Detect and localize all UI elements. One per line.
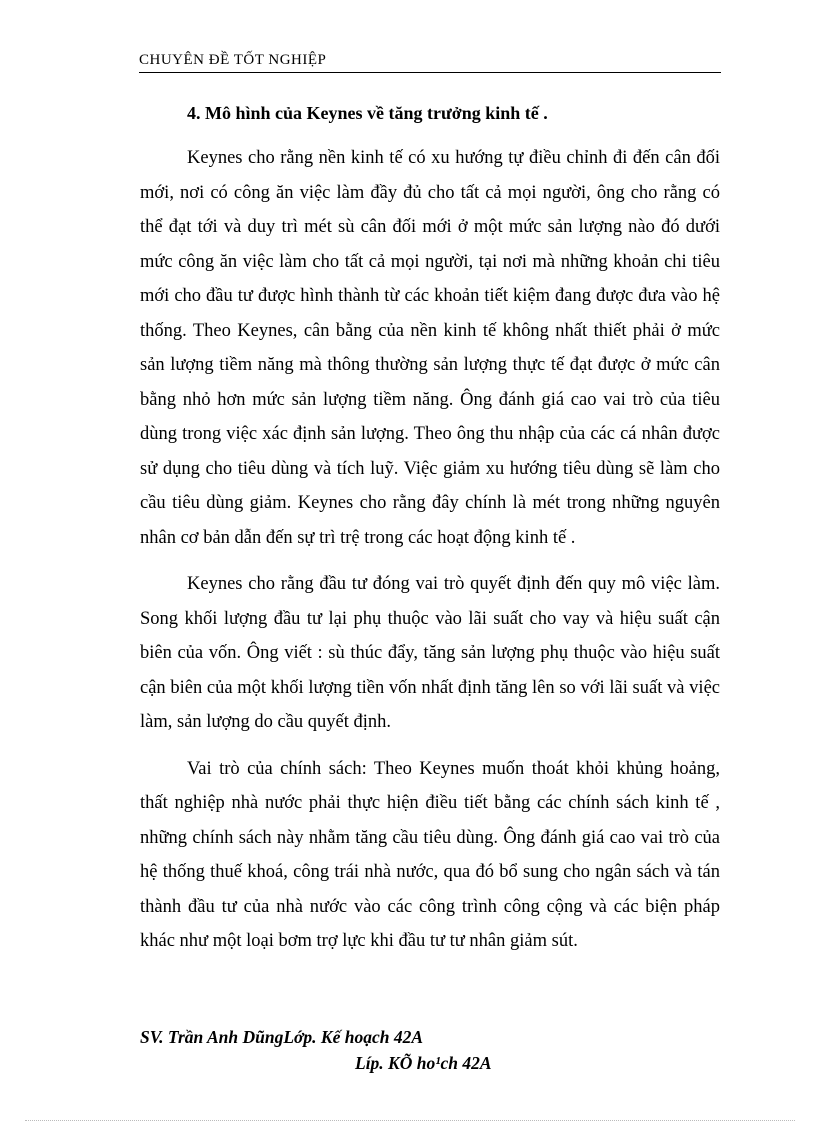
page-header: CHUYÊN ĐỀ TỐT NGHIỆP: [139, 52, 721, 73]
section-heading: 4. Mô hình của Keynes về tăng trưởng kinh tế .: [187, 103, 548, 123]
footer-class-line: Líp. KÕ ho¹ch 42A: [355, 1053, 492, 1073]
page-bottom-divider: [25, 1120, 795, 1121]
footer-student-line: SV. Trần Anh DũngLớp. Kế hoạch 42A: [140, 1027, 423, 1047]
body-content: [140, 141, 720, 971]
paragraph-2: Keynes cho rằng đầu tư đóng vai trò quyết định đến quy mô việc làm. Song khối lượng đầu tư lại phụ thuộc vào lãi suất cho vay và hiệu suất cận biên của vốn. Ông viết : sù thúc đẩy, tăng sản lượng phụ thuộc vào hiệu suất cận biên của một khối lượng tiền vốn nhất định tăng lên so với lãi suất và việc làm, sản lượng do cầu quyết định.: [140, 574, 720, 732]
paragraph-1: Keynes cho rằng nền kinh tế có xu hướng tự điều chỉnh đi đến cân đối mới, nơi có công ăn việc làm đầy đủ cho tất cả mọi người, ông cho rằng có thể đạt tới và duy trì mét sù cân đối mới ở một mức sản lượng nào đó dưới mức công ăn việc làm cho tất cả mọi người, tại nơi mà những khoản chi tiêu mới cho đầu tư được hình thành từ các khoản tiết kiệm đang được đưa vào hệ thống. Theo Keynes, cân bằng của nền kinh tế không nhất thiết phải ở mức sản lượng tiềm năng mà thông thường sản lượng thực tế đạt được ở mức cân bằng nhỏ hơn mức sản lượng tiềm năng. Ông đánh giá cao vai trò của tiêu dùng trong việc xác định sản lượng. Theo ông thu nhập của các cá nhân được sử dụng cho tiêu dùng và tích luỹ. Việc giảm xu hướng tiêu dùng sẽ làm cho cầu tiêu dùng giảm. Keynes cho rằng đây chính là mét trong những nguyên nhân cơ bản dẫn đến sự trì trệ trong các hoạt động kinh tế .: [140, 148, 720, 548]
paragraph-3: Vai trò của chính sách: Theo Keynes muốn thoát khỏi khủng hoảng, thất nghiệp nhà nước phải thực hiện điều tiết bằng các chính sách kinh tế , những chính sách này nhằm tăng cầu tiêu dùng. Ông đánh giá cao vai trò của hệ thống thuế khoá, công trái nhà nước, qua đó bổ sung cho ngân sách và tán thành đầu tư của nhà nước vào các công trình công cộng và các biện pháp khác như một loại bơm trợ lực khi đầu tư tư nhân giảm sút.: [140, 758, 720, 951]
